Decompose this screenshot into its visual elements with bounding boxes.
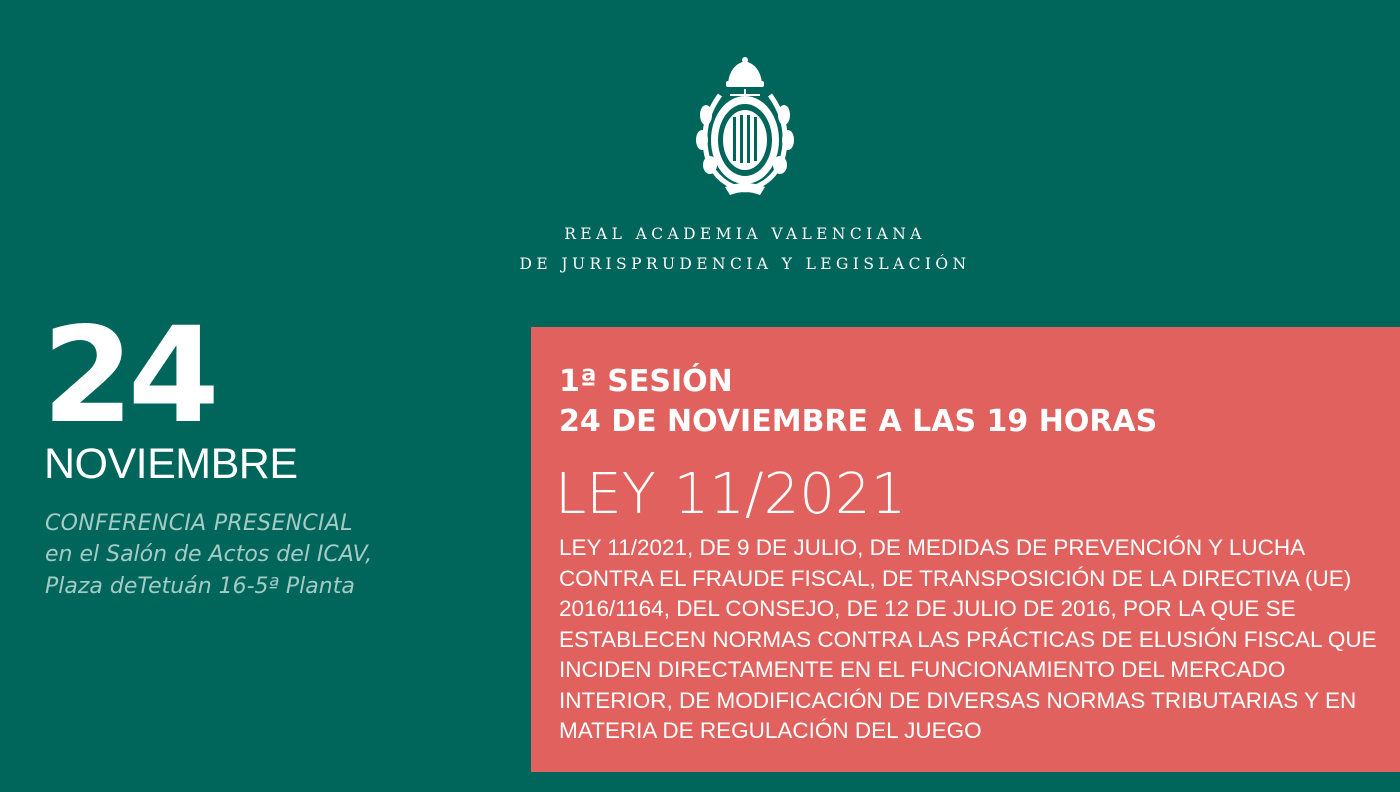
academy-name-line1: REAL ACADEMIA VALENCIANA xyxy=(564,225,926,243)
conference-type: CONFERENCIA PRESENCIAL xyxy=(45,511,353,536)
conference-address: Plaza deTetuán 16-5ª Planta xyxy=(45,574,355,599)
law-description: LEY 11/2021, DE 9 DE JULIO, DE MEDIDAS DE PREVENCIÓN Y LUCHA CONTRA EL FRAUDE FISCAL, DE TRANSPOSICIÓN DE LA DIRECTIVA (UE) 2016/1164, DEL CONSEJO, DE 12 DE JULIO DE 2016, POR LA QUE SE ESTABLECEN NORMAS CONTRA LAS PRÁCTICAS DE ELUSIÓN FISCAL QUE INCIDEN DIRECTAMENTE EN EL FUNCIONAMIENTO DEL MERCADO INTERIOR, DE MODIFICACIÓN DE DIVERSAS NORMAS TRIBUTARIAS Y EN MATERIA DE REGULACIÓN DEL JUEGO xyxy=(559,535,1377,743)
session-number: 1ª SESIÓN xyxy=(559,364,733,399)
conference-venue: en el Salón de Actos del ICAV, xyxy=(45,542,373,567)
session-datetime: 24 DE NOVIEMBRE A LAS 19 HORAS xyxy=(559,404,1158,439)
event-month: NOVIEMBRE xyxy=(44,440,298,488)
academy-crest-icon xyxy=(690,55,800,200)
session-panel xyxy=(531,327,1400,772)
law-title: LEY 11/2021 xyxy=(555,462,907,527)
event-day: 24 xyxy=(42,299,214,453)
academy-name-line2: DE JURISPRUDENCIA Y LEGISLACIÓN xyxy=(519,255,971,273)
